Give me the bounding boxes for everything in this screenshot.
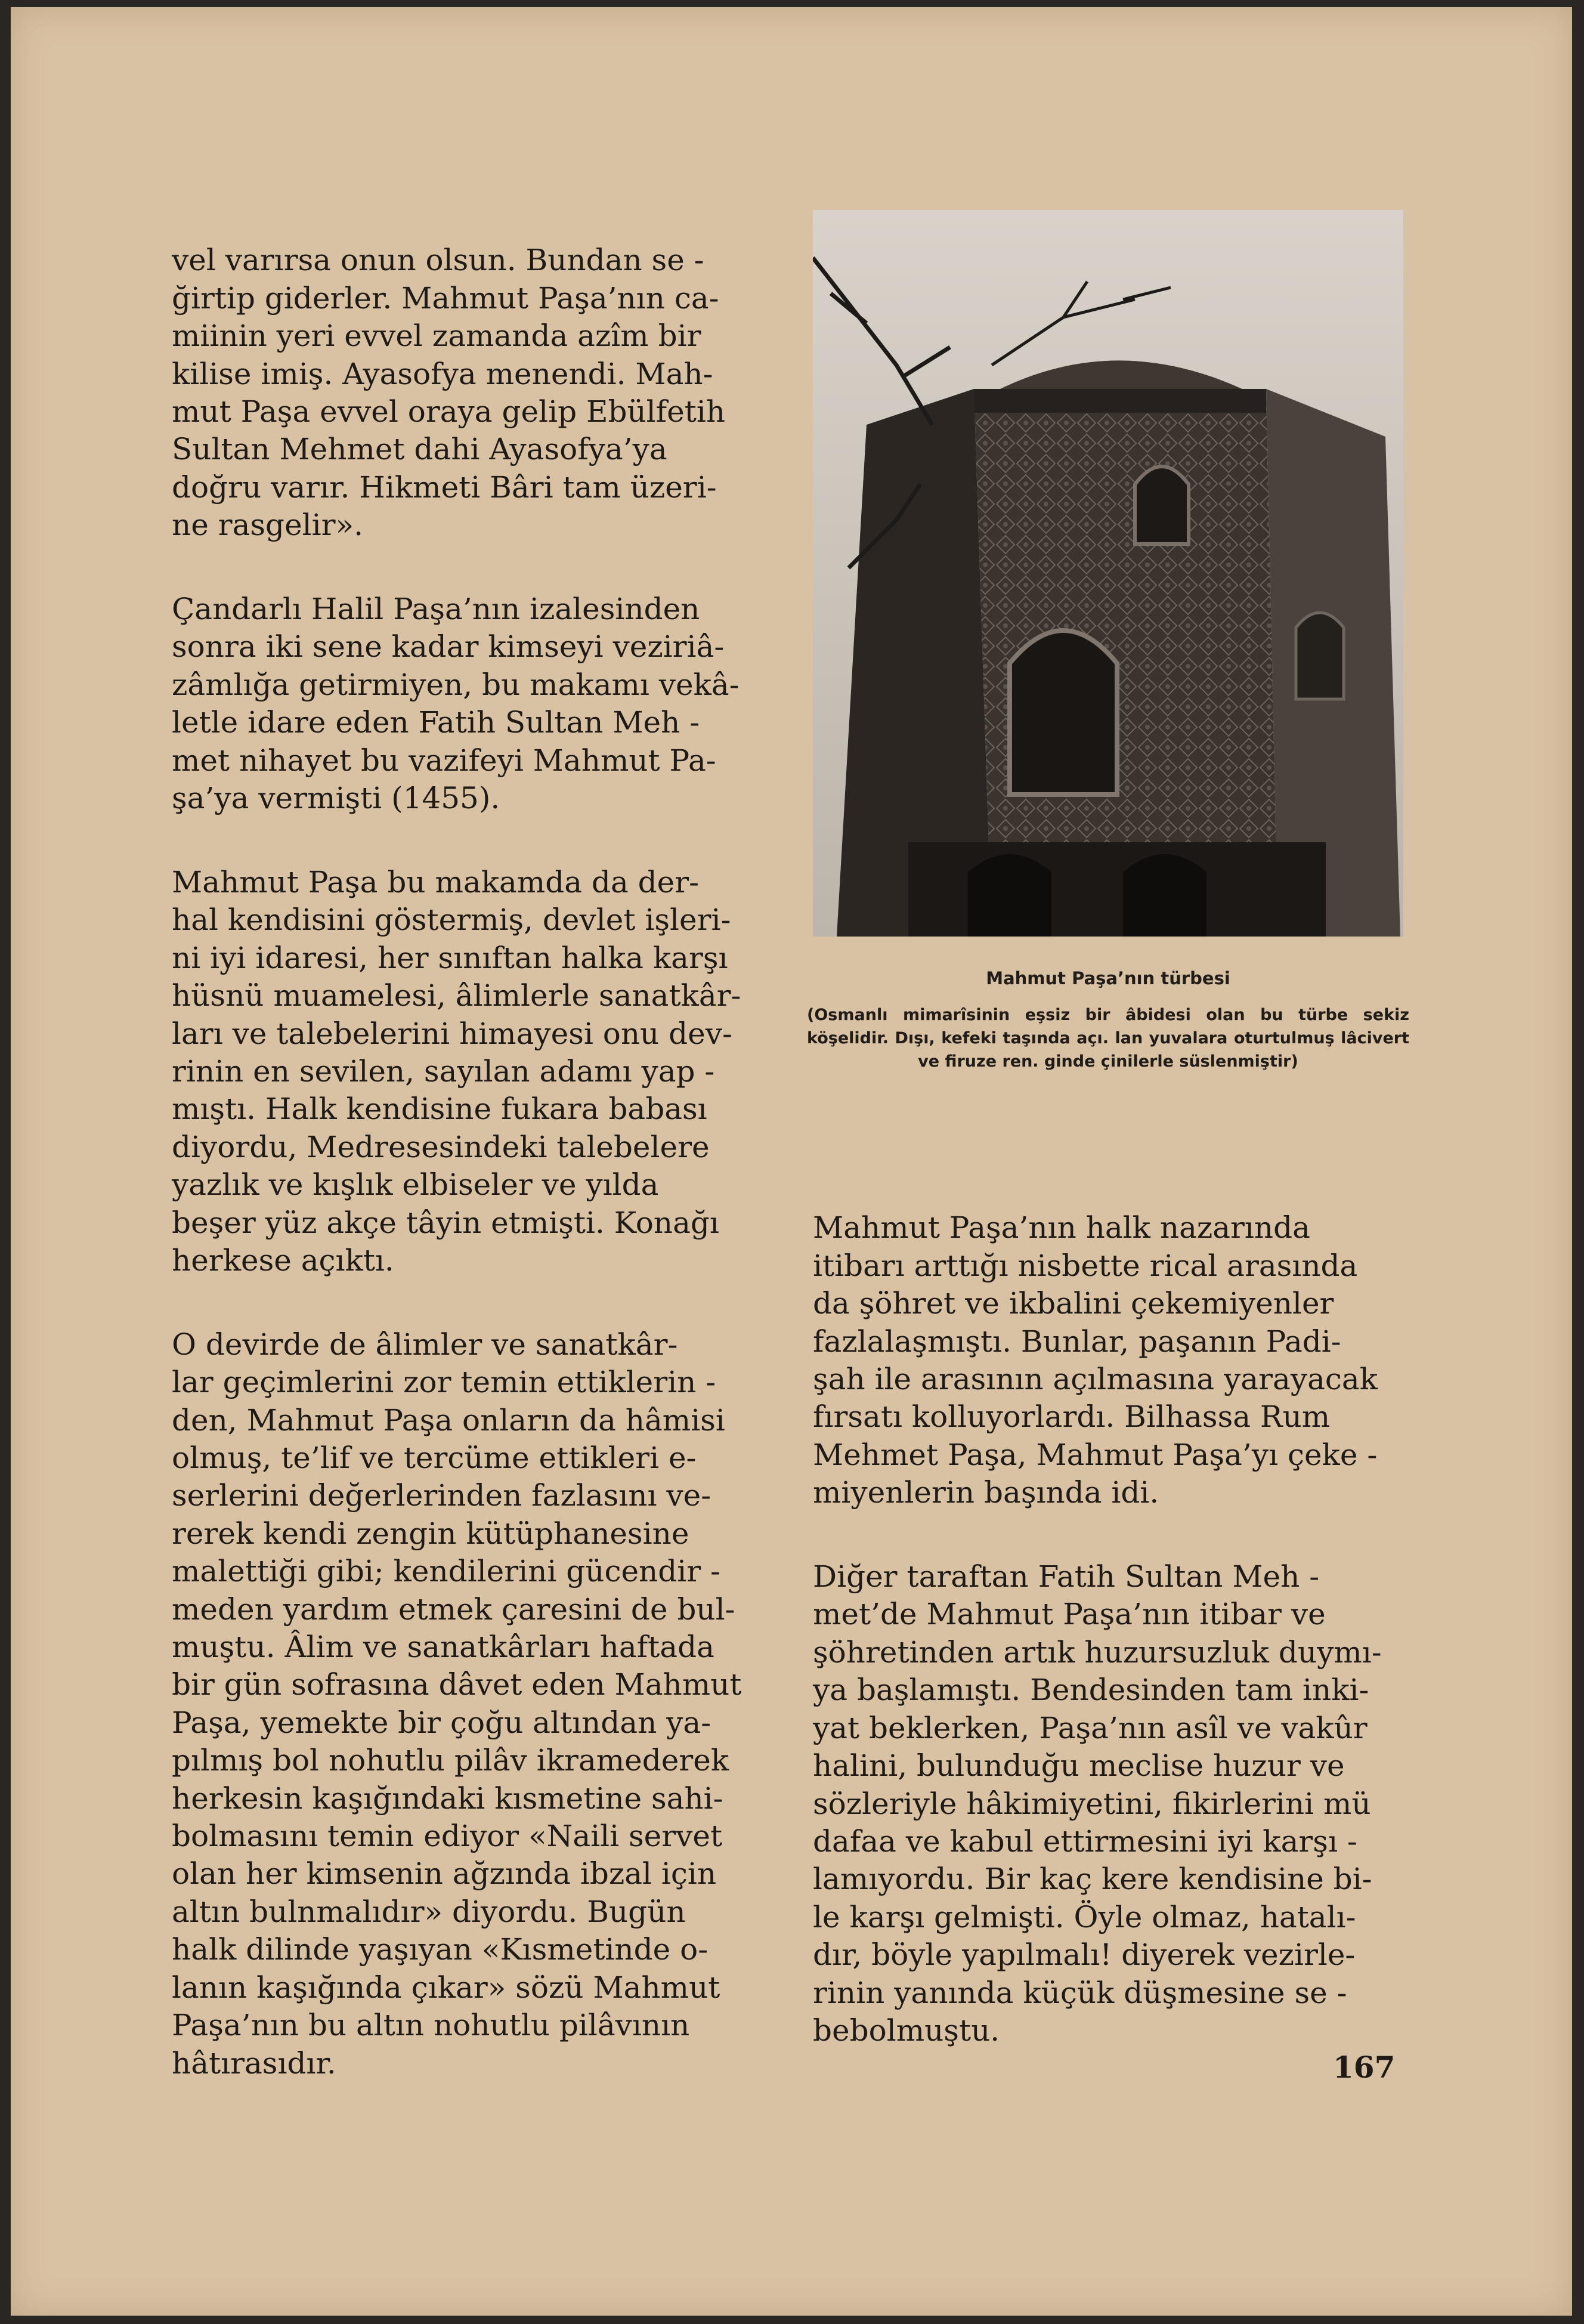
left-text-column [172,204,798,2128]
paragraph: vel varırsa onun olsun. Bundan se - ğirtip giderler. Mahmut Paşa’nın ca- miinin yeri evvel zamanda azîm bir kilise imiş. Ayasofya menendi. Mah- mut Paşa evvel oraya gelip Ebülfetih Sultan Mehmet dahi Ayasofya’ya doğru varır. Hikmeti Bâri tam üzeri- ne rasgelir». [172,243,726,543]
caption-body: (Osmanlı mimarîsinin eşsiz bir âbidesi olan bu türbe sekiz köşelidir. Dışı, kefeki taşında açı. lan yuvalara oturtulmuş lâcivert ve firuze ren. ginde çinilerle süslenmiştir) [807,1006,1409,1071]
paragraph: Çandarlı Halil Paşa’nın izalesinden sonra iki sene kadar kimseyi veziriâ- zâmlığa getirmiyen, bu makamı vekâ- letle idare eden Fatih Sultan Meh - met nihayet bu vazifeyi Mahmut Pa- şa’ya vermişti (1455). [172,592,740,816]
paragraph: Diğer taraftan Fatih Sultan Meh - met’de Mahmut Paşa’nın itibar ve şöhretinden artık huzursuzluk duymı- ya başlamıştı. Bendesinden tam inki- yat beklerken, Paşa’nın asîl ve vakûr halini, bulunduğu meclise huzur ve sözleriyle hâkimiyetini, fikirlerini mü dafaa ve kabul ettirmesini iyi karşı - lamıyordu. Bir kaç kere kendisine bi- le karşı gelmişti. Öyle olmaz, hatalı- dır, böyle yapılmalı! diyerek vezirle- rinin yanında küçük düşmesine se - bebolmuştu. [813,1559,1382,2048]
paragraph: O devirde de âlimler ve sanatkâr- lar geçimlerini zor temin ettiklerin - den, Mahmut Paşa onların da hâmisi olmuş, te’lif ve tercüme ettikleri e- serlerini değerlerinden fazlasını ve- rerek kendi zengin kütüphanesine malettiği gibi; kendilerini gücendir - meden yardım etmek çaresini de bul- muştu. Âlim ve sanatkârları haftada bir gün sofrasına dâvet eden Mahmut Paşa, yemekte bir çoğu altından ya- pılmış bol nohutlu pilâv ikramederek herkesin kaşığındaki kısmetine sahi- bolmasını temin ediyor «Naili servet olan her kimsenin ağzında ibzal için altın bulnmalıdır» diyordu. Bugün halk dilinde yaşıyan «Kısmetinde o- lanın kaşığında çıkar» sözü Mahmut Paşa’nın bu altın nohutlu pilâvının hâtırasıdır. [172,1327,742,2081]
right-text-column [813,1172,1409,2096]
magazine-page [11,7,1572,2316]
paragraph: Mahmut Paşa bu makamda da der- hal kendisini göstermiş, devlet işleri- ni iyi idaresi, her sınıftan halka karşı hüsnü muamelesi, âlimlerle sanatkâr- ları ve talebelerini himayesi onu dev- rinin en sevilen, sayılan adamı yap - mıştı. Halk kendisine fukara babası diyordu, Medresesindeki talebelere yazlık ve kışlık elbiseler ve yılda beşer yüz akçe tâyin etmişti. Konağı herkese açıktı. [172,864,741,1278]
tomb-photo-illustration [813,210,1403,937]
caption-title: Mahmut Paşa’nın türbesi [986,968,1230,988]
page-number: 167 [1333,2050,1396,2085]
paragraph: Mahmut Paşa’nın halk nazarında itibarı arttığı nisbette rical arasında da şöhret ve ikbalini çekemiyenler fazlalaşmıştı. Bunlar, paşanın Padi- şah ile arasının açılmasına yarayacak fırsatı kolluyorlardı. Bilhassa Rum Mehmet Paşa, Mahmut Paşa’yı çeke - miyenlerin başında idi. [813,1210,1378,1510]
figure-caption [807,965,1409,1073]
tomb-photograph [813,210,1403,937]
